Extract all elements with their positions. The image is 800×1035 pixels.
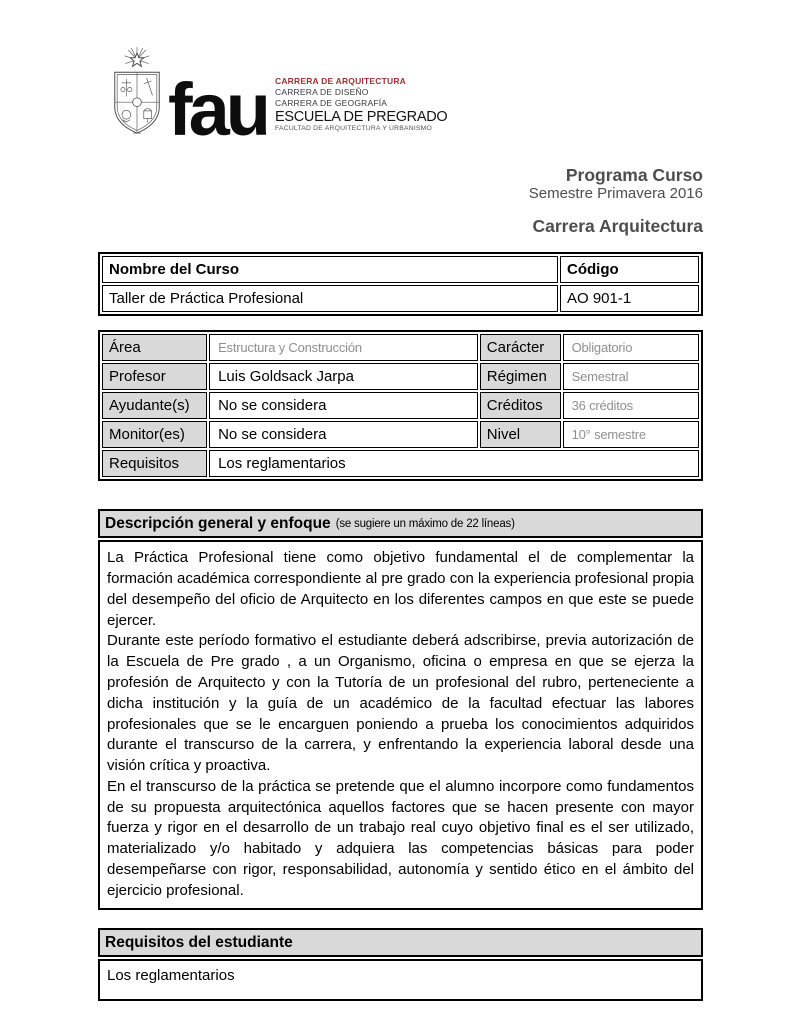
student-requirements-title: Requisitos del estudiante — [105, 933, 293, 951]
course-name-value: Taller de Práctica Profesional — [102, 285, 558, 312]
course-code-header: Código — [560, 256, 699, 283]
student-requirements-header — [98, 928, 703, 957]
student-requirements-section — [98, 928, 703, 1001]
requisitos-value: Los reglamentarios — [209, 450, 699, 477]
description-paragraph: Durante este período formativo el estudiante deberá adscribirse, previa autorización de la Escuela de Pre grado , a un Organismo, oficina o empresa en que se ejerza la profesión de Arquitecto y con la Tutoría de un profesional del rubro, perteneciente a dicha institución y la guía de un académico de la facultad efectuar las labores profesionales que se le encarguen poniendo a prueba los conocimientos adquiridos durante el transcurso de la carrera, y enfrentando la experiencia laboral desde una visión crítica y proactiva. — [107, 632, 694, 775]
caracter-value: Obligatorio — [563, 334, 699, 361]
ayudante-label: Ayudante(s) — [102, 392, 207, 419]
profesor-value: Luis Goldsack Jarpa — [209, 363, 478, 390]
area-label: Área — [102, 334, 207, 361]
description-body — [98, 540, 703, 910]
career-title: Carrera Arquitectura — [532, 216, 703, 237]
description-note: (se sugiere un máximo de 22 líneas) — [335, 517, 515, 530]
logo-line-facultad: FACULTAD DE ARQUITECTURA Y URBANISMO — [275, 125, 433, 133]
fau-logo — [108, 0, 800, 152]
monitor-label: Monitor(es) — [102, 421, 207, 448]
creditos-label: Créditos — [480, 392, 561, 419]
monitor-value: No se considera — [209, 421, 478, 448]
table-row — [102, 450, 699, 477]
description-section-header — [98, 509, 703, 538]
course-name-table — [98, 252, 703, 316]
regimen-value: Semestral — [563, 363, 699, 390]
title-block — [98, 165, 703, 237]
area-value: Estructura y Construcción — [209, 334, 478, 361]
requisitos-label: Requisitos — [102, 450, 207, 477]
document-subtitle: Semestre Primavera 2016 — [528, 185, 703, 203]
description-paragraph: La Práctica Profesional tiene como objetivo fundamental el de complementar la formación académica correspondiente al pre grado con la experiencia profesional propia del desempeño del oficio de Arquitecto en los diferentes campos en que este se puede ejercer. — [107, 549, 695, 629]
student-requirements-body: Los reglamentarios — [98, 959, 703, 1001]
description-paragraph: En el transcurso de la práctica se pretende que el alumno incorpore como fundamentos de su propuesta arquitectónica aquellos factores que se hacen presente con mayor fuerza y rigor en el desarrollo de un trabajo real cuyo objetivo final es el ser utilizado, materializado y/o habitado y adquiera las competencias básicas para poder desempeñarse con rigor, responsabilidad, autonomía y sentido ético en el ámbito del ejercicio profesional. — [107, 777, 694, 899]
university-crest-icon — [108, 46, 166, 140]
caracter-label: Carácter — [480, 334, 561, 361]
table-row — [102, 421, 699, 448]
course-name-header: Nombre del Curso — [102, 256, 558, 283]
logo-line-carrera-diseno: CARRERA DE DISEÑO — [275, 87, 369, 98]
course-code-value: AO 901-1 — [560, 285, 699, 312]
fau-wordmark: fau — [168, 68, 267, 152]
table-row — [102, 334, 699, 361]
description-title: Descripción general y enfoque — [105, 514, 331, 532]
ayudante-value: No se considera — [209, 392, 478, 419]
table-row — [102, 256, 699, 283]
logo-line-carrera-geografia: CARRERA DE GEOGRAFÍA — [275, 98, 388, 109]
description-section — [98, 509, 703, 910]
logo-line-escuela-pregrado: ESCUELA DE PREGRADO — [275, 109, 448, 126]
table-row — [102, 363, 699, 390]
logo-line-carrera-arquitectura: CARRERA DE ARQUITECTURA — [275, 76, 406, 87]
nivel-value: 10° semestre — [563, 421, 699, 448]
table-row — [102, 285, 699, 312]
document-title: Programa Curso — [565, 165, 703, 185]
logo-text-block — [275, 77, 447, 133]
creditos-value: 36 créditos — [563, 392, 699, 419]
regimen-label: Régimen — [480, 363, 561, 390]
table-row — [102, 392, 699, 419]
course-info-table — [98, 330, 703, 481]
profesor-label: Profesor — [102, 363, 207, 390]
nivel-label: Nivel — [480, 421, 561, 448]
